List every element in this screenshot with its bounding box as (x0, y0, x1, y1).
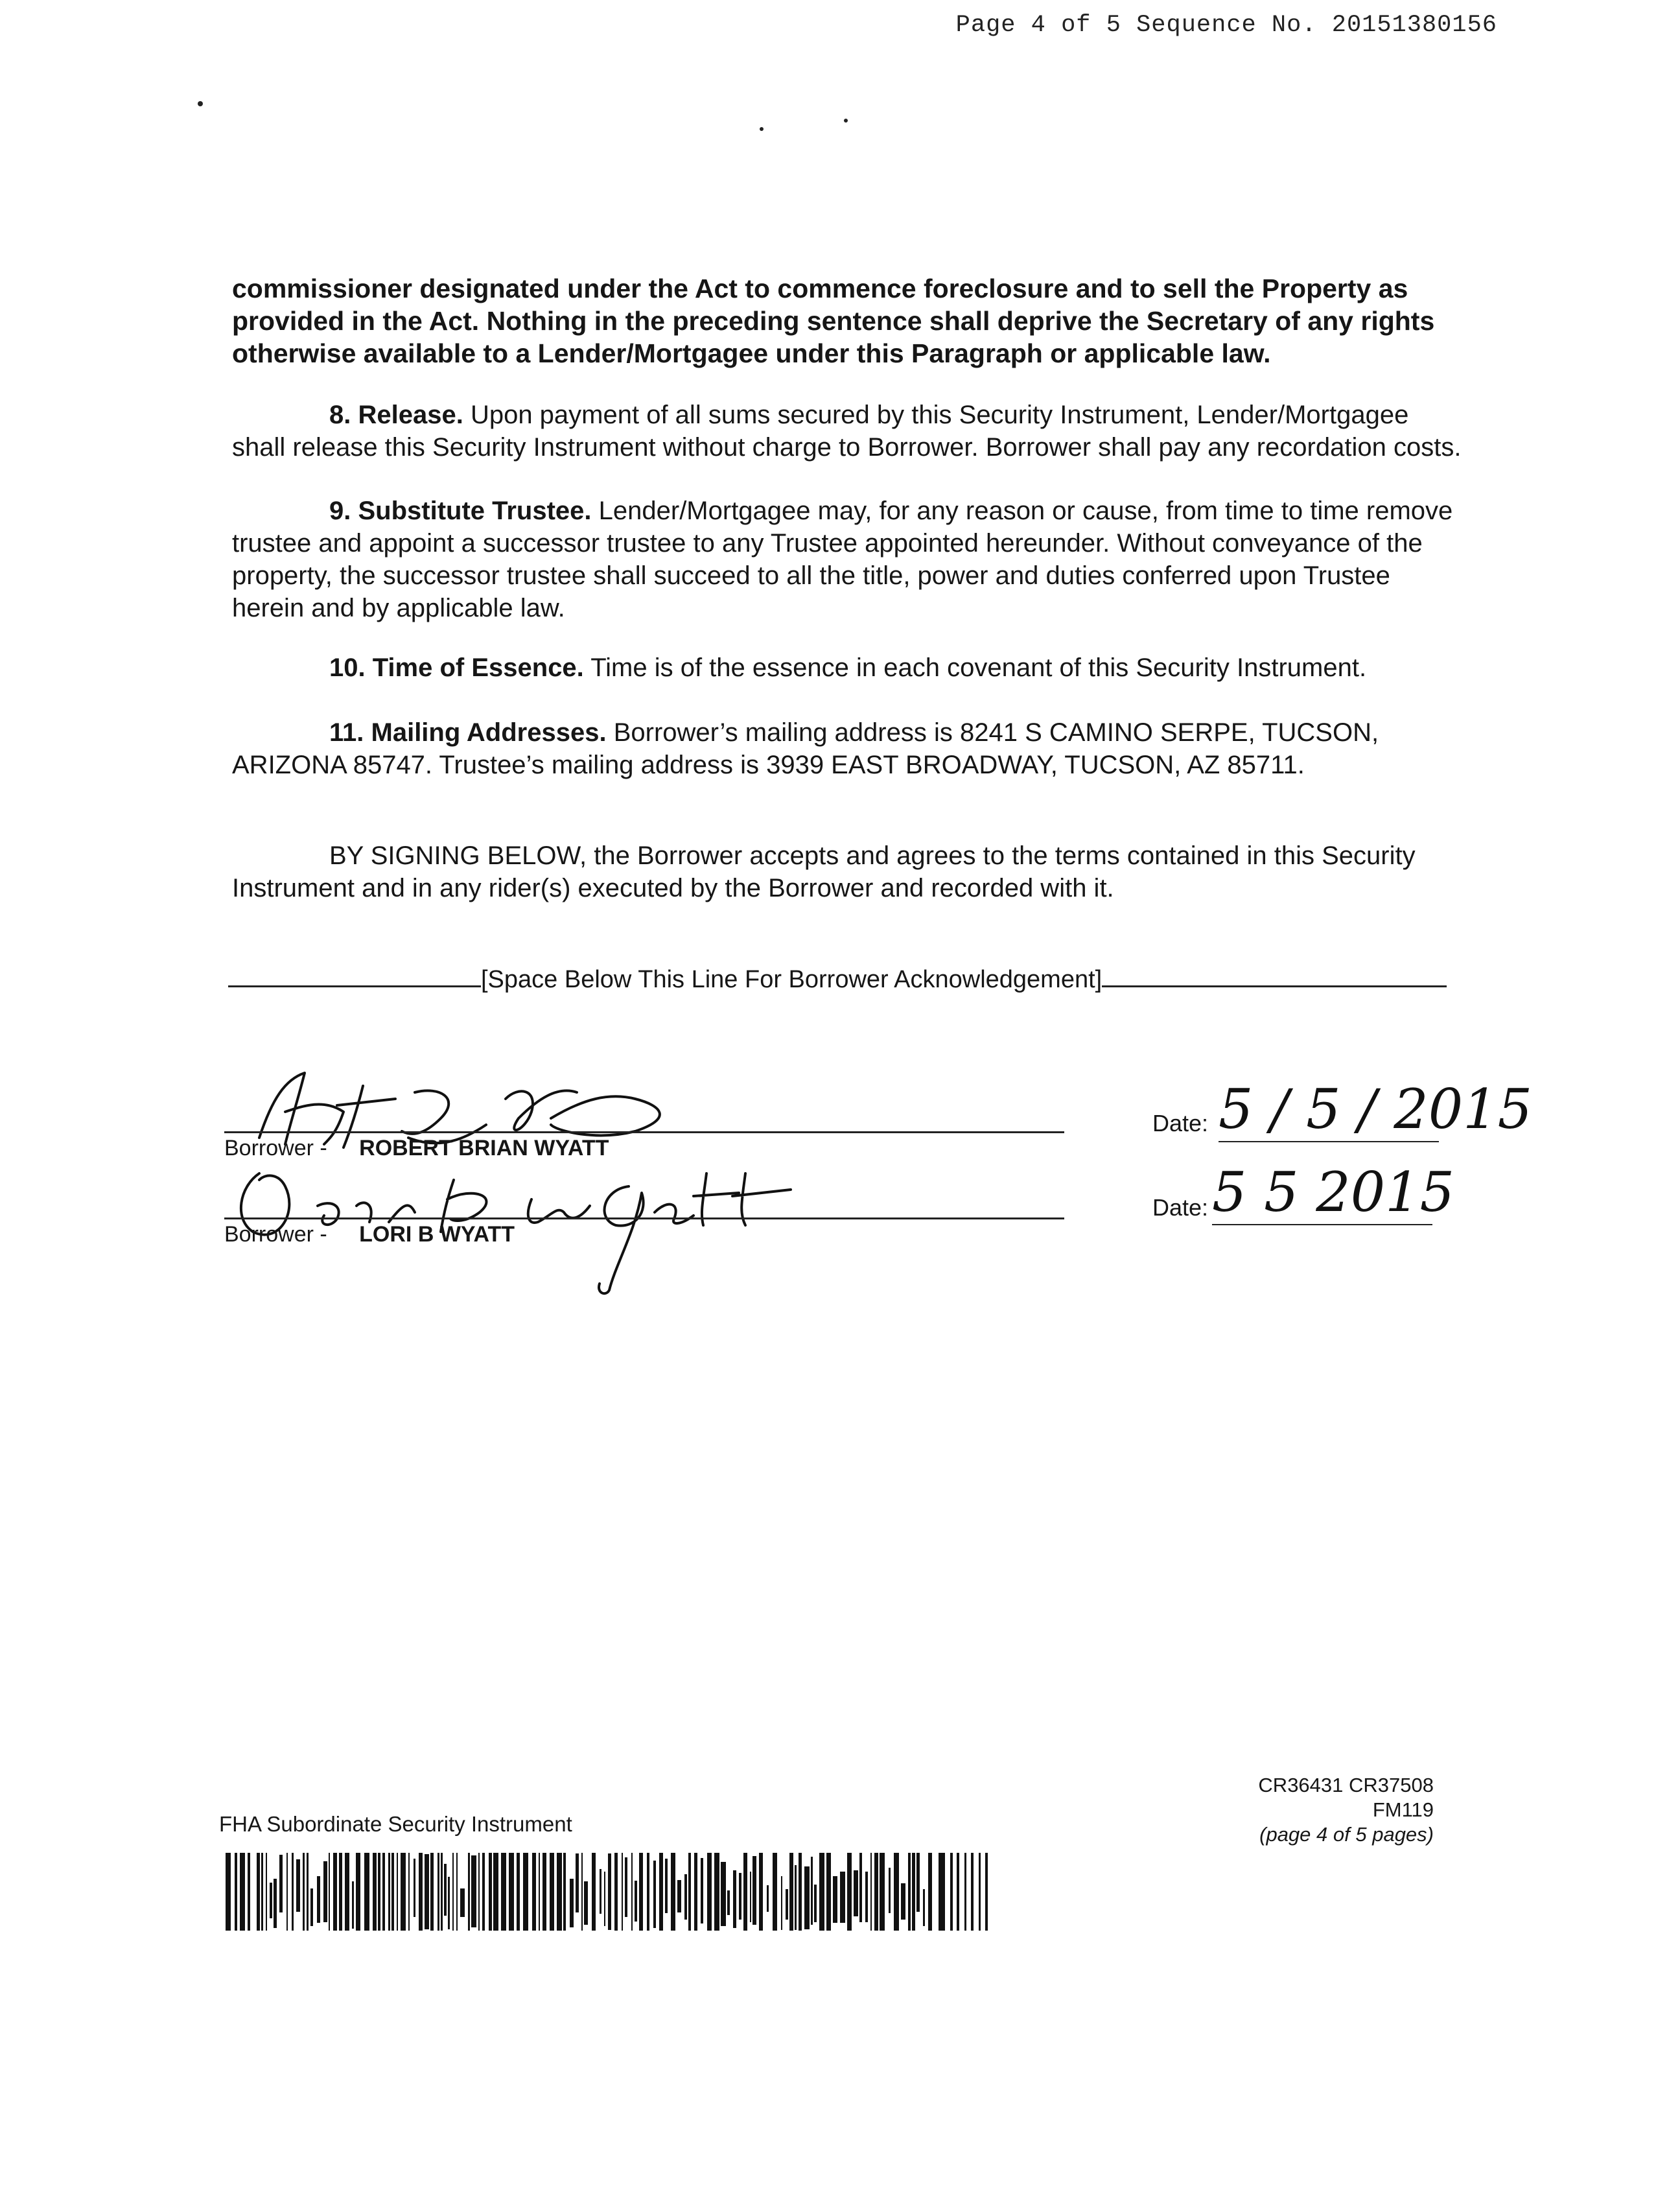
barcode-bar (438, 1853, 439, 1931)
barcode-bar (600, 1869, 601, 1914)
date-line (1212, 1224, 1432, 1225)
barcode-bar (752, 1856, 756, 1925)
barcode-bar (604, 1872, 605, 1926)
barcode-bar (581, 1853, 583, 1931)
barcode-bar (226, 1853, 231, 1931)
barcode-bar (430, 1853, 434, 1931)
barcode-bar (489, 1853, 492, 1931)
barcode-bar (701, 1858, 703, 1923)
section-text: Borrower’s mailing address is 8241 S CAMINO SERPE, TUCSON, ARIZONA 85747. Trustee’s mailing address is 3939 EAST BROADWAY, TUCSON, AZ 85711. (232, 718, 1379, 779)
barcode-bar (391, 1853, 394, 1931)
date-label: Date: (1152, 1194, 1209, 1221)
barcode-bar (270, 1883, 272, 1918)
divider-line-right (1102, 985, 1447, 987)
barcode-bar (889, 1868, 891, 1913)
barcode-bar (382, 1853, 385, 1931)
signature-line (224, 1217, 1064, 1219)
section-heading: 10. Time of Essence. (329, 653, 584, 682)
barcode-bar (847, 1853, 852, 1931)
barcode-bar (401, 1853, 406, 1931)
divider-line-left (228, 985, 481, 987)
section-release (232, 399, 1464, 464)
barcode-bar (750, 1872, 751, 1922)
date-line (1219, 1141, 1439, 1142)
acknowledgement-divider (228, 966, 1447, 994)
barcode-bar (721, 1862, 726, 1926)
barcode-bar (317, 1876, 320, 1923)
barcode-bar (714, 1853, 719, 1931)
barcode-bar (261, 1853, 263, 1931)
barcode-bar (373, 1853, 377, 1931)
section-heading: 11. Mailing Addresses. (329, 718, 607, 747)
form-number: FM119 (1372, 1798, 1434, 1821)
barcode-bar (550, 1853, 554, 1931)
barcode-bar (743, 1853, 747, 1931)
barcode-bar (912, 1853, 915, 1931)
barcode-bar (908, 1853, 911, 1931)
handwritten-date: 5 5 2015 (1212, 1160, 1455, 1224)
barcode-bar (517, 1853, 520, 1931)
section-mailing-addresses (232, 716, 1464, 781)
barcode-bar (916, 1853, 920, 1912)
barcode-bar (323, 1861, 327, 1922)
borrower-name: LORI B WYATT (359, 1222, 515, 1247)
barcode-bar (874, 1853, 878, 1931)
barcode-bar (647, 1853, 649, 1931)
section-text: Time is of the essence in each covenant of this Security Instrument. (583, 653, 1367, 682)
barcode-bar (460, 1888, 465, 1917)
barcode-bar (789, 1853, 793, 1931)
page-sequence-header: Page 4 of 5 Sequence No. 20151380156 (955, 12, 1497, 39)
barcode-bar (840, 1872, 845, 1923)
barcode-bar (614, 1853, 618, 1931)
barcode-bar (631, 1853, 633, 1931)
barcode-bar (659, 1853, 663, 1931)
barcode-bar (310, 1888, 313, 1926)
barcode-bar (274, 1879, 277, 1928)
borrower-role: Borrower - (224, 1222, 327, 1247)
borrower-label (224, 1222, 515, 1247)
barcode-bar (356, 1853, 360, 1931)
barcode-bar (296, 1859, 300, 1912)
barcode-bar (235, 1853, 237, 1931)
barcode-bar (826, 1853, 831, 1931)
barcode-bar (532, 1853, 536, 1931)
barcode-bar (608, 1853, 611, 1930)
barcode-bar (539, 1853, 540, 1931)
section-text: Lender/Mortgagee may, for any reason or cause, from time to time remove trustee and appoint a successor trustee to any Trustee appointed hereunder. Without conveyance of the property, the successor trustee shall succeed to all the title, power and duties conferred upon Trustee herein and by applicable law. (232, 497, 1453, 622)
barcode-bar (964, 1853, 966, 1931)
barcode-bar (985, 1853, 988, 1931)
barcode-bar (979, 1853, 981, 1931)
barcode-bar (339, 1853, 342, 1931)
barcode-bar (333, 1853, 337, 1931)
barcode-bar (397, 1853, 398, 1931)
barcode-bar (957, 1853, 959, 1931)
barcode-bar (452, 1853, 454, 1931)
barcode-bar (684, 1874, 687, 1920)
section-text: Upon payment of all sums secured by this Security Instrument, Lender/Mortgagee shall release this Security Instrument without charge to Borrower. Borrower shall pay any recordation costs. (232, 401, 1462, 462)
barcode-bar (345, 1853, 349, 1931)
form-title: FHA Subordinate Security Instrument (219, 1812, 572, 1836)
barcode-bar (266, 1853, 267, 1931)
barcode-bar (478, 1853, 480, 1931)
barcode-bar (425, 1854, 429, 1929)
section-substitute-trustee (232, 495, 1464, 624)
barcode-bar (441, 1853, 443, 1931)
barcode-bar (707, 1853, 712, 1931)
barcode-bar (950, 1853, 953, 1931)
barcode-bar (523, 1853, 528, 1931)
barcode-bar (767, 1885, 769, 1912)
barcode-bar (894, 1853, 899, 1931)
barcode-bar (773, 1853, 777, 1931)
barcode-bar (509, 1853, 514, 1931)
barcode-bar (584, 1881, 588, 1925)
barcode-bar (799, 1853, 802, 1931)
barcode-bar (378, 1853, 380, 1931)
barcode-bar (880, 1853, 885, 1931)
barcode-bar (448, 1877, 450, 1929)
barcode-bar (635, 1881, 637, 1922)
barcode-bar (639, 1853, 643, 1931)
barcode-bar (468, 1853, 470, 1931)
barcode-bar (292, 1853, 294, 1931)
barcode-bar (501, 1853, 506, 1931)
barcode-bar (859, 1853, 862, 1922)
page-note: (page 4 of 5 pages) (1259, 1823, 1434, 1846)
barcode-bar (865, 1872, 868, 1922)
barcode-bar (781, 1876, 782, 1930)
barcode-bar (928, 1853, 932, 1931)
section-time-of-essence (232, 652, 1464, 684)
barcode (226, 1853, 998, 1931)
scan-speck (760, 127, 764, 131)
barcode-bar (471, 1855, 476, 1927)
barcode-bar (833, 1876, 837, 1923)
barcode-bar (786, 1889, 788, 1920)
barcode-bar (653, 1861, 656, 1928)
signing-statement: BY SIGNING BELOW, the Borrower accepts and agrees to the terms contained in this Security Instrument and in any rider(s) executed by the Borrower and recorded with it. (232, 841, 1416, 902)
scan-speck (198, 101, 203, 106)
continuation-paragraph: commissioner designated under the Act to commence foreclosure and to sell the Property as provided in the Act. Nothing in the preceding sentence shall deprive the Secretary of any rights otherwise available to a Lender/Mortgagee under this Paragraph or applicable law. (232, 274, 1435, 368)
barcode-bar (814, 1885, 817, 1922)
barcode-bar (286, 1853, 288, 1931)
barcode-bar (939, 1853, 945, 1931)
barcode-bar (688, 1853, 691, 1931)
section-heading: 9. Substitute Trustee. (329, 497, 592, 525)
barcode-bar (870, 1853, 872, 1931)
barcode-bar (759, 1853, 763, 1931)
barcode-bar (739, 1873, 741, 1920)
barcode-bar (923, 1889, 925, 1926)
barcode-bar (307, 1853, 309, 1931)
barcode-bar (854, 1870, 858, 1916)
barcode-bar (901, 1883, 905, 1920)
barcode-bar (279, 1855, 283, 1912)
barcode-bar (414, 1859, 415, 1917)
barcode-bar (257, 1853, 260, 1931)
barcode-bar (248, 1853, 250, 1931)
barcode-bar (971, 1853, 974, 1931)
barcode-bar (419, 1853, 423, 1931)
barcode-bar (364, 1853, 369, 1931)
barcode-bar (482, 1853, 485, 1931)
date-label: Date: (1152, 1110, 1209, 1136)
barcode-bar (493, 1853, 498, 1931)
barcode-bar (671, 1853, 675, 1931)
barcode-bar (444, 1864, 447, 1916)
barcode-bar (819, 1853, 824, 1931)
form-codes: CR36431 CR37508 (1258, 1774, 1434, 1796)
barcode-bar (388, 1853, 390, 1931)
barcode-bar (811, 1857, 813, 1925)
barcode-bar (694, 1853, 697, 1931)
barcode-bar (677, 1880, 681, 1912)
barcode-bar (592, 1853, 596, 1931)
scan-speck (844, 119, 848, 123)
borrower-name: ROBERT BRIAN WYATT (359, 1136, 609, 1160)
barcode-bar (570, 1879, 574, 1927)
barcode-bar (329, 1853, 330, 1931)
barcode-bar (795, 1865, 797, 1930)
barcode-bar (303, 1853, 305, 1931)
borrower-label (224, 1136, 609, 1161)
barcode-bar (456, 1853, 458, 1931)
barcode-bar (733, 1870, 736, 1928)
signature-line (224, 1131, 1064, 1133)
section-heading: 8. Release. (329, 401, 463, 429)
barcode-bar (665, 1859, 668, 1913)
barcode-bar (240, 1853, 245, 1931)
handwritten-date: 5 / 5 / 2015 (1219, 1077, 1533, 1141)
borrower-role: Borrower - (224, 1136, 327, 1160)
barcode-bar (625, 1857, 627, 1917)
barcode-bar (804, 1866, 810, 1929)
barcode-bar (622, 1853, 623, 1931)
barcode-bar (727, 1890, 730, 1915)
barcode-bar (542, 1853, 546, 1931)
acknowledgement-label: [Space Below This Line For Borrower Acknowledgement] (481, 966, 1102, 993)
form-codes-block (1258, 1773, 1434, 1847)
barcode-bar (352, 1881, 354, 1929)
barcode-bar (576, 1853, 579, 1912)
barcode-bar (557, 1853, 562, 1931)
barcode-bar (408, 1853, 410, 1931)
barcode-bar (563, 1853, 566, 1931)
